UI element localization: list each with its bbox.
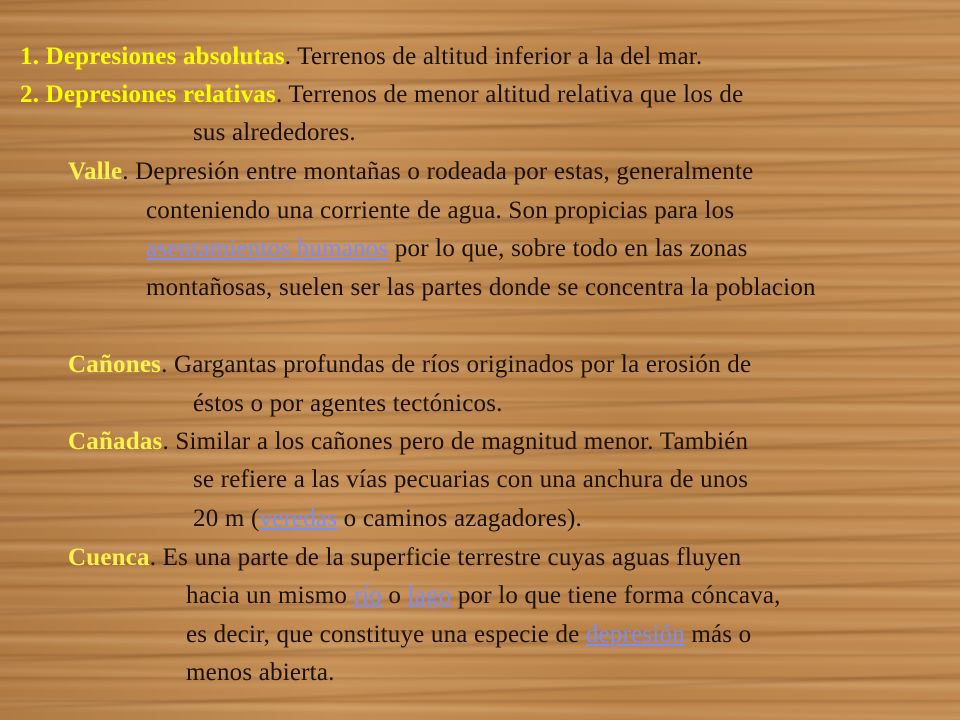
definition-continuation: conteniendo una corriente de agua. Son propicias para los [146, 197, 735, 224]
link-asentamientos-humanos[interactable]: asentamientos humanos [146, 235, 389, 262]
definition-text: es decir, que constituye una especie de [186, 621, 586, 648]
definition-text: por lo que, sobre todo en las zonas [388, 235, 748, 262]
link-depresion[interactable]: depresión [585, 621, 685, 648]
definition-text: o caminos azagadores). [337, 505, 583, 532]
definition-text: . Gargantas profundas de ríos originados por la erosión de [161, 351, 752, 378]
link-veredas[interactable]: veredas [259, 505, 338, 532]
definition-text: . Es una parte de la superficie terrestre cuyas aguas fluyen [149, 544, 742, 571]
term-canones: Cañones [68, 351, 162, 378]
definition-continuation: menos abierta. [186, 659, 335, 686]
definition-text: . Terrenos de altitud inferior a la del mar. [284, 43, 703, 70]
definition-text: más o [684, 621, 752, 648]
term-depresiones-relativas: 2. Depresiones relativas [20, 81, 276, 108]
entry-valle [68, 157, 753, 187]
definition-continuation [146, 234, 748, 264]
definition-text: . Similar a los cañones pero de magnitud menor. También [162, 428, 749, 455]
definition-continuation: montañosas, suelen ser las partes donde se concentra la poblacion [146, 274, 816, 301]
definition-text: . Terrenos de menor altitud relativa que los de [275, 81, 744, 108]
link-rio[interactable]: río [353, 582, 382, 609]
link-lago[interactable]: lago [407, 582, 452, 609]
definition-continuation: éstos o por agentes tectónicos. [193, 390, 503, 417]
definition-text: o [381, 582, 408, 609]
definition-continuation: se refiere a las vías pecuarias con una anchura de unos [193, 466, 749, 493]
definition-text: . Depresión entre montañas o rodeada por estas, generalmente [122, 158, 754, 185]
entry-depresiones-absolutas [20, 42, 702, 72]
entry-canones [68, 350, 751, 380]
entry-cuenca [68, 543, 741, 573]
entry-depresiones-relativas [20, 80, 743, 110]
term-valle: Valle [68, 158, 123, 185]
term-cuenca: Cuenca [68, 544, 150, 571]
term-canadas: Cañadas [68, 428, 163, 455]
term-depresiones-absolutas: 1. Depresiones absolutas [20, 43, 285, 70]
definition-continuation [186, 620, 751, 650]
definition-continuation: sus alrededores. [193, 119, 356, 146]
definition-text: hacia un mismo [186, 582, 354, 609]
definition-text: por lo que tiene forma cóncava, [451, 582, 781, 609]
definition-continuation [186, 581, 781, 611]
definition-text: 20 m ( [193, 505, 260, 532]
entry-canadas [68, 427, 748, 457]
definition-continuation [193, 504, 582, 534]
